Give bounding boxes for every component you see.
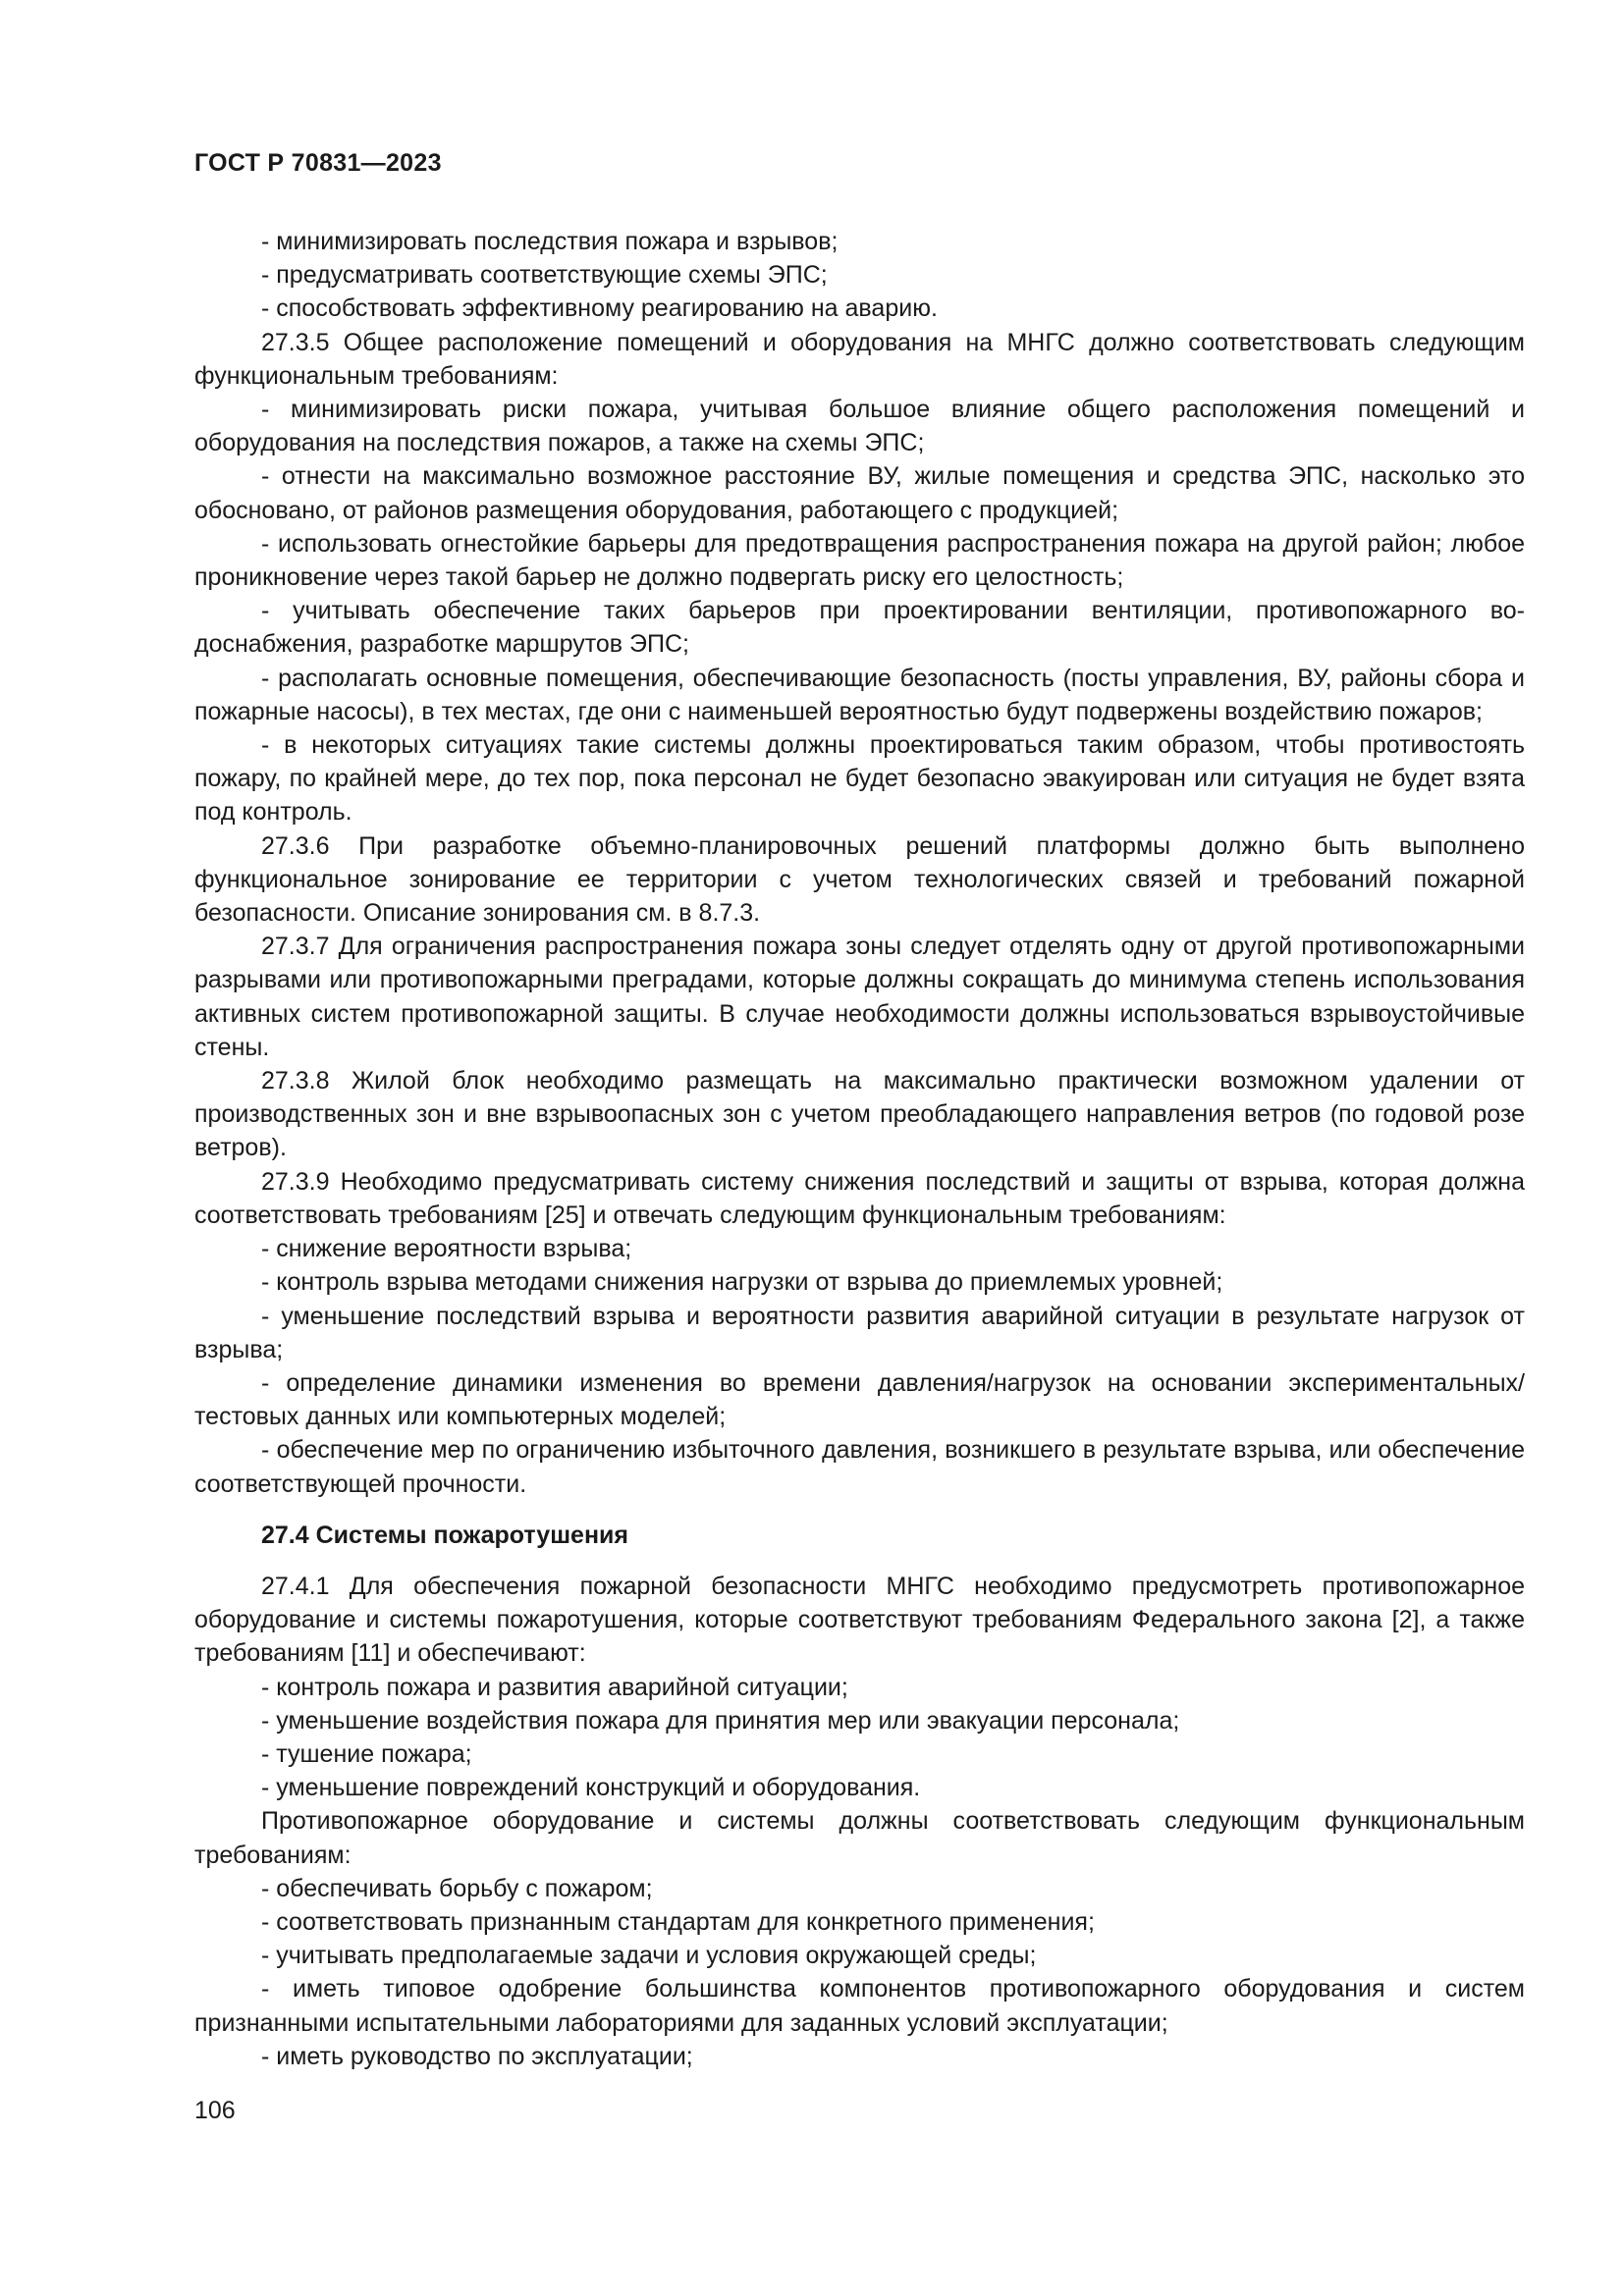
paragraph: Противопожарное оборудование и системы должны соответствовать следующим функциональным требованиям: <box>194 1807 1525 1869</box>
paragraph: - иметь руководство по эксплуатации; <box>261 2042 693 2070</box>
paragraph: - учитывать предполагаемые задачи и условия окружающей среды; <box>261 1942 1037 1970</box>
paragraph: - соответствовать признанным стандартам для конкретного применения; <box>261 1907 1095 1936</box>
paragraph: - располагать основные помещения, обеспечивающие безопасность (посты управления, ВУ, районы сбора и пожарные насосы), в тех местах, где они с наименьшей вероятностью будут подвержены воздействию пожаров; <box>194 664 1525 725</box>
paragraph: - отнести на максимально возможное расстояние ВУ, жилые помещения и средства ЭПС, насколько это обосновано, от районов размещения оборудования, работающего с продукцией; <box>194 462 1525 524</box>
page-number: 106 <box>194 2097 236 2124</box>
paragraph: - в некоторых ситуациях такие системы должны проектироваться таким образом, чтобы противостоять пожару, по крайней мере, до тех пор, пока персонал не будет безопасно эвакуирован или ситуация не будет взята под контроль. <box>194 731 1525 827</box>
paragraph: - учитывать обеспечение таких барьеров при проектировании вентиляции, противопожарного водоснабжения, разработке маршрутов ЭПС; <box>194 597 1525 659</box>
paragraph: - уменьшение последствий взрыва и вероятности развития аварийной ситуации в результате нагрузок от взрыва; <box>194 1302 1525 1363</box>
section-heading: 27.4 Системы пожаротушения <box>261 1521 628 1549</box>
paragraph: - минимизировать риски пожара, учитывая большое влияние общего расположения помещений и оборудования на последствия пожаров, а также на схемы ЭПС; <box>194 396 1525 457</box>
paragraph: - способствовать эффективному реагированию на аварию. <box>261 294 938 323</box>
paragraph: - использовать огнестойкие барьеры для предотвращения распространения пожара на другой район; любое проникновение через такой барьер не должно подвергать риску его целостность; <box>194 529 1525 592</box>
paragraph: 27.4.1 Для обеспечения пожарной безопасности МНГС необходимо предусмотреть противопожарное оборудование и системы пожаротушения, которые соответствуют требованиям Федерального закона [2], а также требованиям [11] и обеспечивают: <box>194 1572 1525 1668</box>
paragraph: 27.3.5 Общее расположение помещений и оборудования на МНГС должно соответствовать следующим функциональным требованиям: <box>194 328 1525 390</box>
paragraph: - иметь типовое одобрение большинства компонентов противопожарного оборудования и систем признанными испытательными лабораториями для заданных условий эксплуатации; <box>194 1975 1525 2037</box>
paragraph: - обеспечение мер по ограничению избыточного давления, возникшего в результате взрыва, или обеспечение соответствующей прочности. <box>194 1436 1525 1498</box>
paragraph: - тушение пожара; <box>261 1739 472 1768</box>
document-body <box>194 225 1525 2073</box>
paragraph: - предусматривать соответствующие схемы ЭПС; <box>261 261 828 290</box>
paragraph: 27.3.6 При разработке объемно-планировочных решений платформы должно быть выполнено функциональное зонирование ее территории с учетом технологических связей и требований пожарной безопасности. Описание зонирования см. в 8.7.3. <box>194 831 1525 928</box>
paragraph: 27.3.8 Жилой блок необходимо размещать на максимально практически возможном удалении от производственных зон и вне взрывоопасных зон с учетом преобладающего направления ветров (по годовой розе ветров). <box>194 1067 1525 1162</box>
document-header: ГОСТ Р 70831—2023 <box>194 149 442 177</box>
paragraph: - минимизировать последствия пожара и взрывов; <box>261 228 839 255</box>
paragraph: - уменьшение повреждений конструкций и оборудования. <box>261 1774 921 1802</box>
paragraph: - уменьшение воздействия пожара для принятия мер или эвакуации персонала; <box>261 1706 1180 1735</box>
paragraph: - контроль пожара и развития аварийной ситуации; <box>261 1673 848 1701</box>
paragraph: 27.3.7 Для ограничения распространения пожара зоны следует отделять одну от другой противопожарными разрывами или противопожарными преградами, которые должны сокращать до минимума степень использования активных систем противопожарной защиты. В случае необходимости должны использоваться взрывоустойчивые стены. <box>194 933 1525 1061</box>
paragraph: - снижение вероятности взрыва; <box>261 1235 632 1263</box>
paragraph: - обеспечивать борьбу с пожаром; <box>261 1874 653 1902</box>
paragraph: 27.3.9 Необходимо предусматривать систему снижения последствий и защиты от взрыва, которая должна соответствовать требованиям [25] и отвечать следующим функциональным требованиям: <box>194 1167 1525 1229</box>
paragraph: - определение динамики изменения во времени давления/нагрузок на основании экспериментальных/тестовых данных или компьютерных моделей; <box>194 1368 1525 1431</box>
paragraph: - контроль взрыва методами снижения нагрузки от взрыва до приемлемых уровней; <box>261 1268 1223 1297</box>
